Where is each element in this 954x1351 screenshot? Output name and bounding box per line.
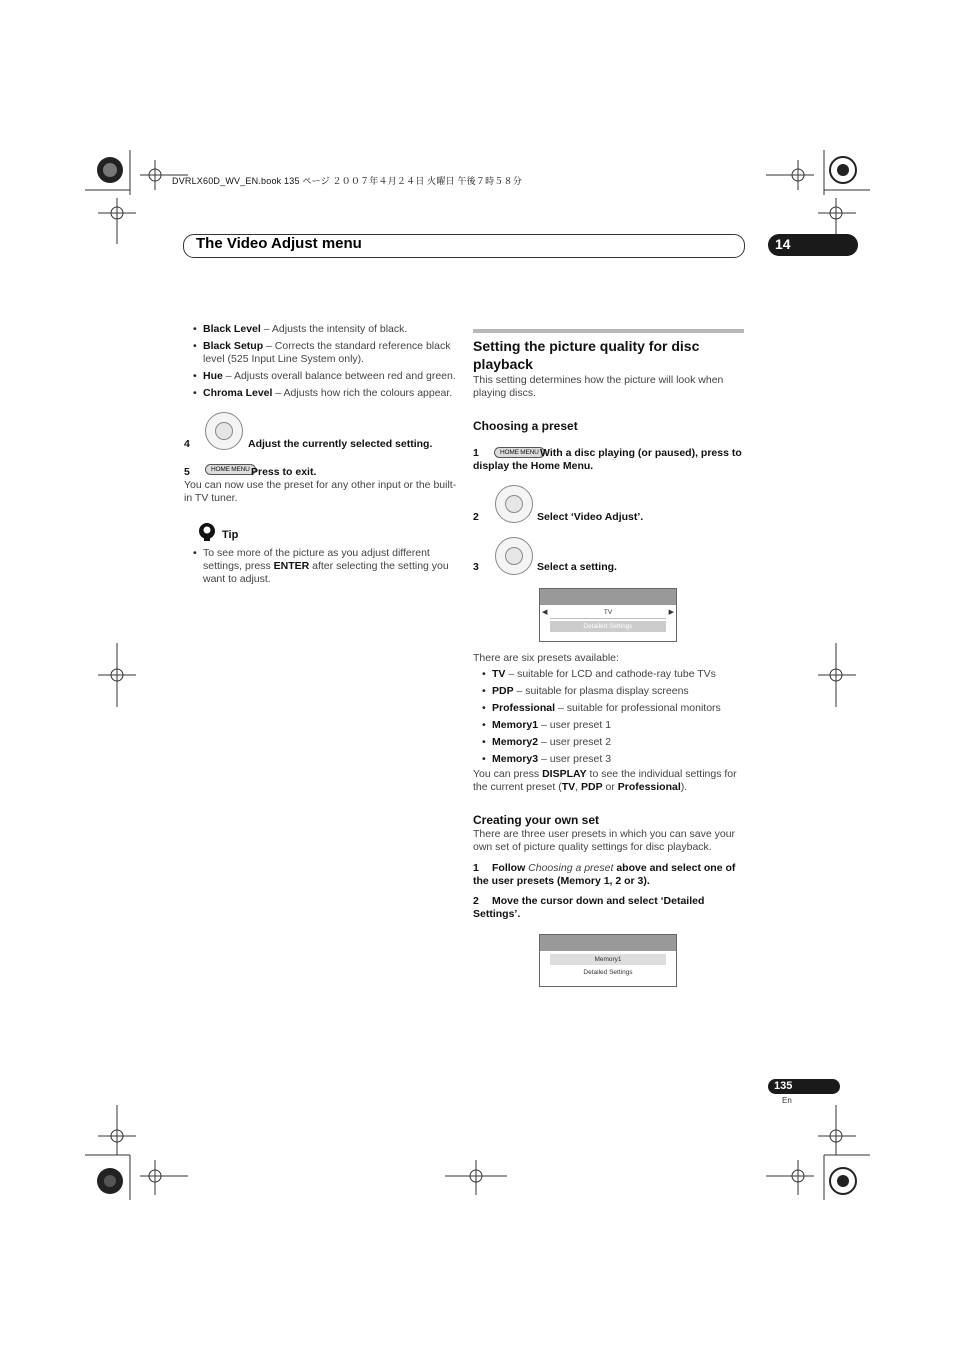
home-menu-button-icon: HOME MENU [205, 464, 256, 475]
language-label: En [782, 1096, 792, 1105]
section-title: The Video Adjust menu [196, 235, 362, 252]
tip-label: Tip [222, 529, 239, 541]
osd-screen-preset [539, 588, 677, 642]
step-note: You can now use the preset for any other input or the built-in TV tuner. [184, 479, 457, 504]
step-number: 1 [473, 862, 479, 874]
list-item: • PDP – suitable for plasma display screens [482, 685, 747, 698]
osd-screen-memory [539, 934, 677, 987]
step-text: Adjust the currently selected setting. [248, 438, 433, 450]
joystick-icon [495, 485, 533, 523]
adjust-bullet-list [193, 323, 458, 404]
list-item: • TV – suitable for LCD and cathode-ray tube TVs [482, 668, 747, 681]
list-item: • Black Level – Adjusts the intensity of black. [193, 323, 458, 336]
list-item: • Memory1 – user preset 1 [482, 719, 747, 732]
osd-row-memory: Memory1 [550, 954, 666, 965]
step-text: With a disc playing (or paused), press to display the Home Menu. [473, 447, 742, 472]
osd-row-detailed: Detailed Settings [550, 967, 666, 978]
step-text: Select a setting. [537, 561, 617, 573]
display-note: You can press DISPLAY to see the individual settings for the current preset (TV, PDP or Professional). [473, 768, 737, 793]
step-text: Select ‘Video Adjust’. [537, 511, 644, 523]
step-number: 2 [473, 895, 479, 907]
creating-intro: There are three user presets in which you can save your own set of picture quality settings for disc playback. [473, 828, 736, 853]
list-item: • To see more of the picture as you adjust different settings, press ENTER after selecting the setting you want to adjust. [193, 547, 458, 586]
home-menu-button-icon: HOME MENU [494, 447, 545, 458]
step-number: 4 [184, 438, 190, 450]
section-rule [473, 329, 744, 333]
step-number: 5 [184, 466, 190, 478]
page-number: 135 [774, 1080, 793, 1092]
presets-list [482, 668, 747, 770]
step-number: 1 [473, 447, 479, 459]
list-item: • Professional – suitable for professional monitors [482, 702, 747, 715]
presets-intro: There are six presets available: [473, 652, 619, 664]
subheading-creating: Creating your own set [473, 813, 600, 827]
step-text: Move the cursor down and select ‘Detailed Settings’. [473, 895, 705, 920]
list-item: • Hue – Adjusts overall balance between red and green. [193, 370, 458, 383]
step-text: Follow Choosing a preset above and select one of the user presets (Memory 1, 2 or 3). [473, 862, 736, 887]
list-item: • Chroma Level – Adjusts how rich the colours appear. [193, 387, 458, 400]
osd-row-detailed: Detailed Settings [550, 621, 666, 632]
tip-icon [196, 522, 218, 542]
joystick-icon [495, 537, 533, 575]
list-item: • Memory2 – user preset 2 [482, 736, 747, 749]
section-heading: Setting the picture quality for disc playback [473, 338, 700, 372]
osd-row-preset: ◀ TV ▶ [550, 607, 666, 619]
step-number: 2 [473, 511, 479, 523]
arrow-left-icon: ◀ [542, 609, 548, 616]
step-text: Press to exit. [251, 466, 317, 478]
step-number: 3 [473, 561, 479, 573]
list-item: • Memory3 – user preset 3 [482, 753, 747, 766]
subheading-choosing: Choosing a preset [473, 419, 578, 433]
tip-list [193, 547, 458, 590]
section-intro: This setting determines how the picture will look when playing discs. [473, 374, 724, 399]
list-item: • Black Setup – Corrects the standard reference black level (525 Input Line System only). [193, 340, 458, 366]
joystick-icon [205, 412, 243, 450]
arrow-right-icon: ▶ [668, 609, 674, 616]
file-info-line: DVRLX60D_WV_EN.book 135 ページ ２００７年４月２４日 火曜日 午後７時５８分 [172, 176, 522, 186]
chapter-number: 14 [775, 236, 791, 252]
